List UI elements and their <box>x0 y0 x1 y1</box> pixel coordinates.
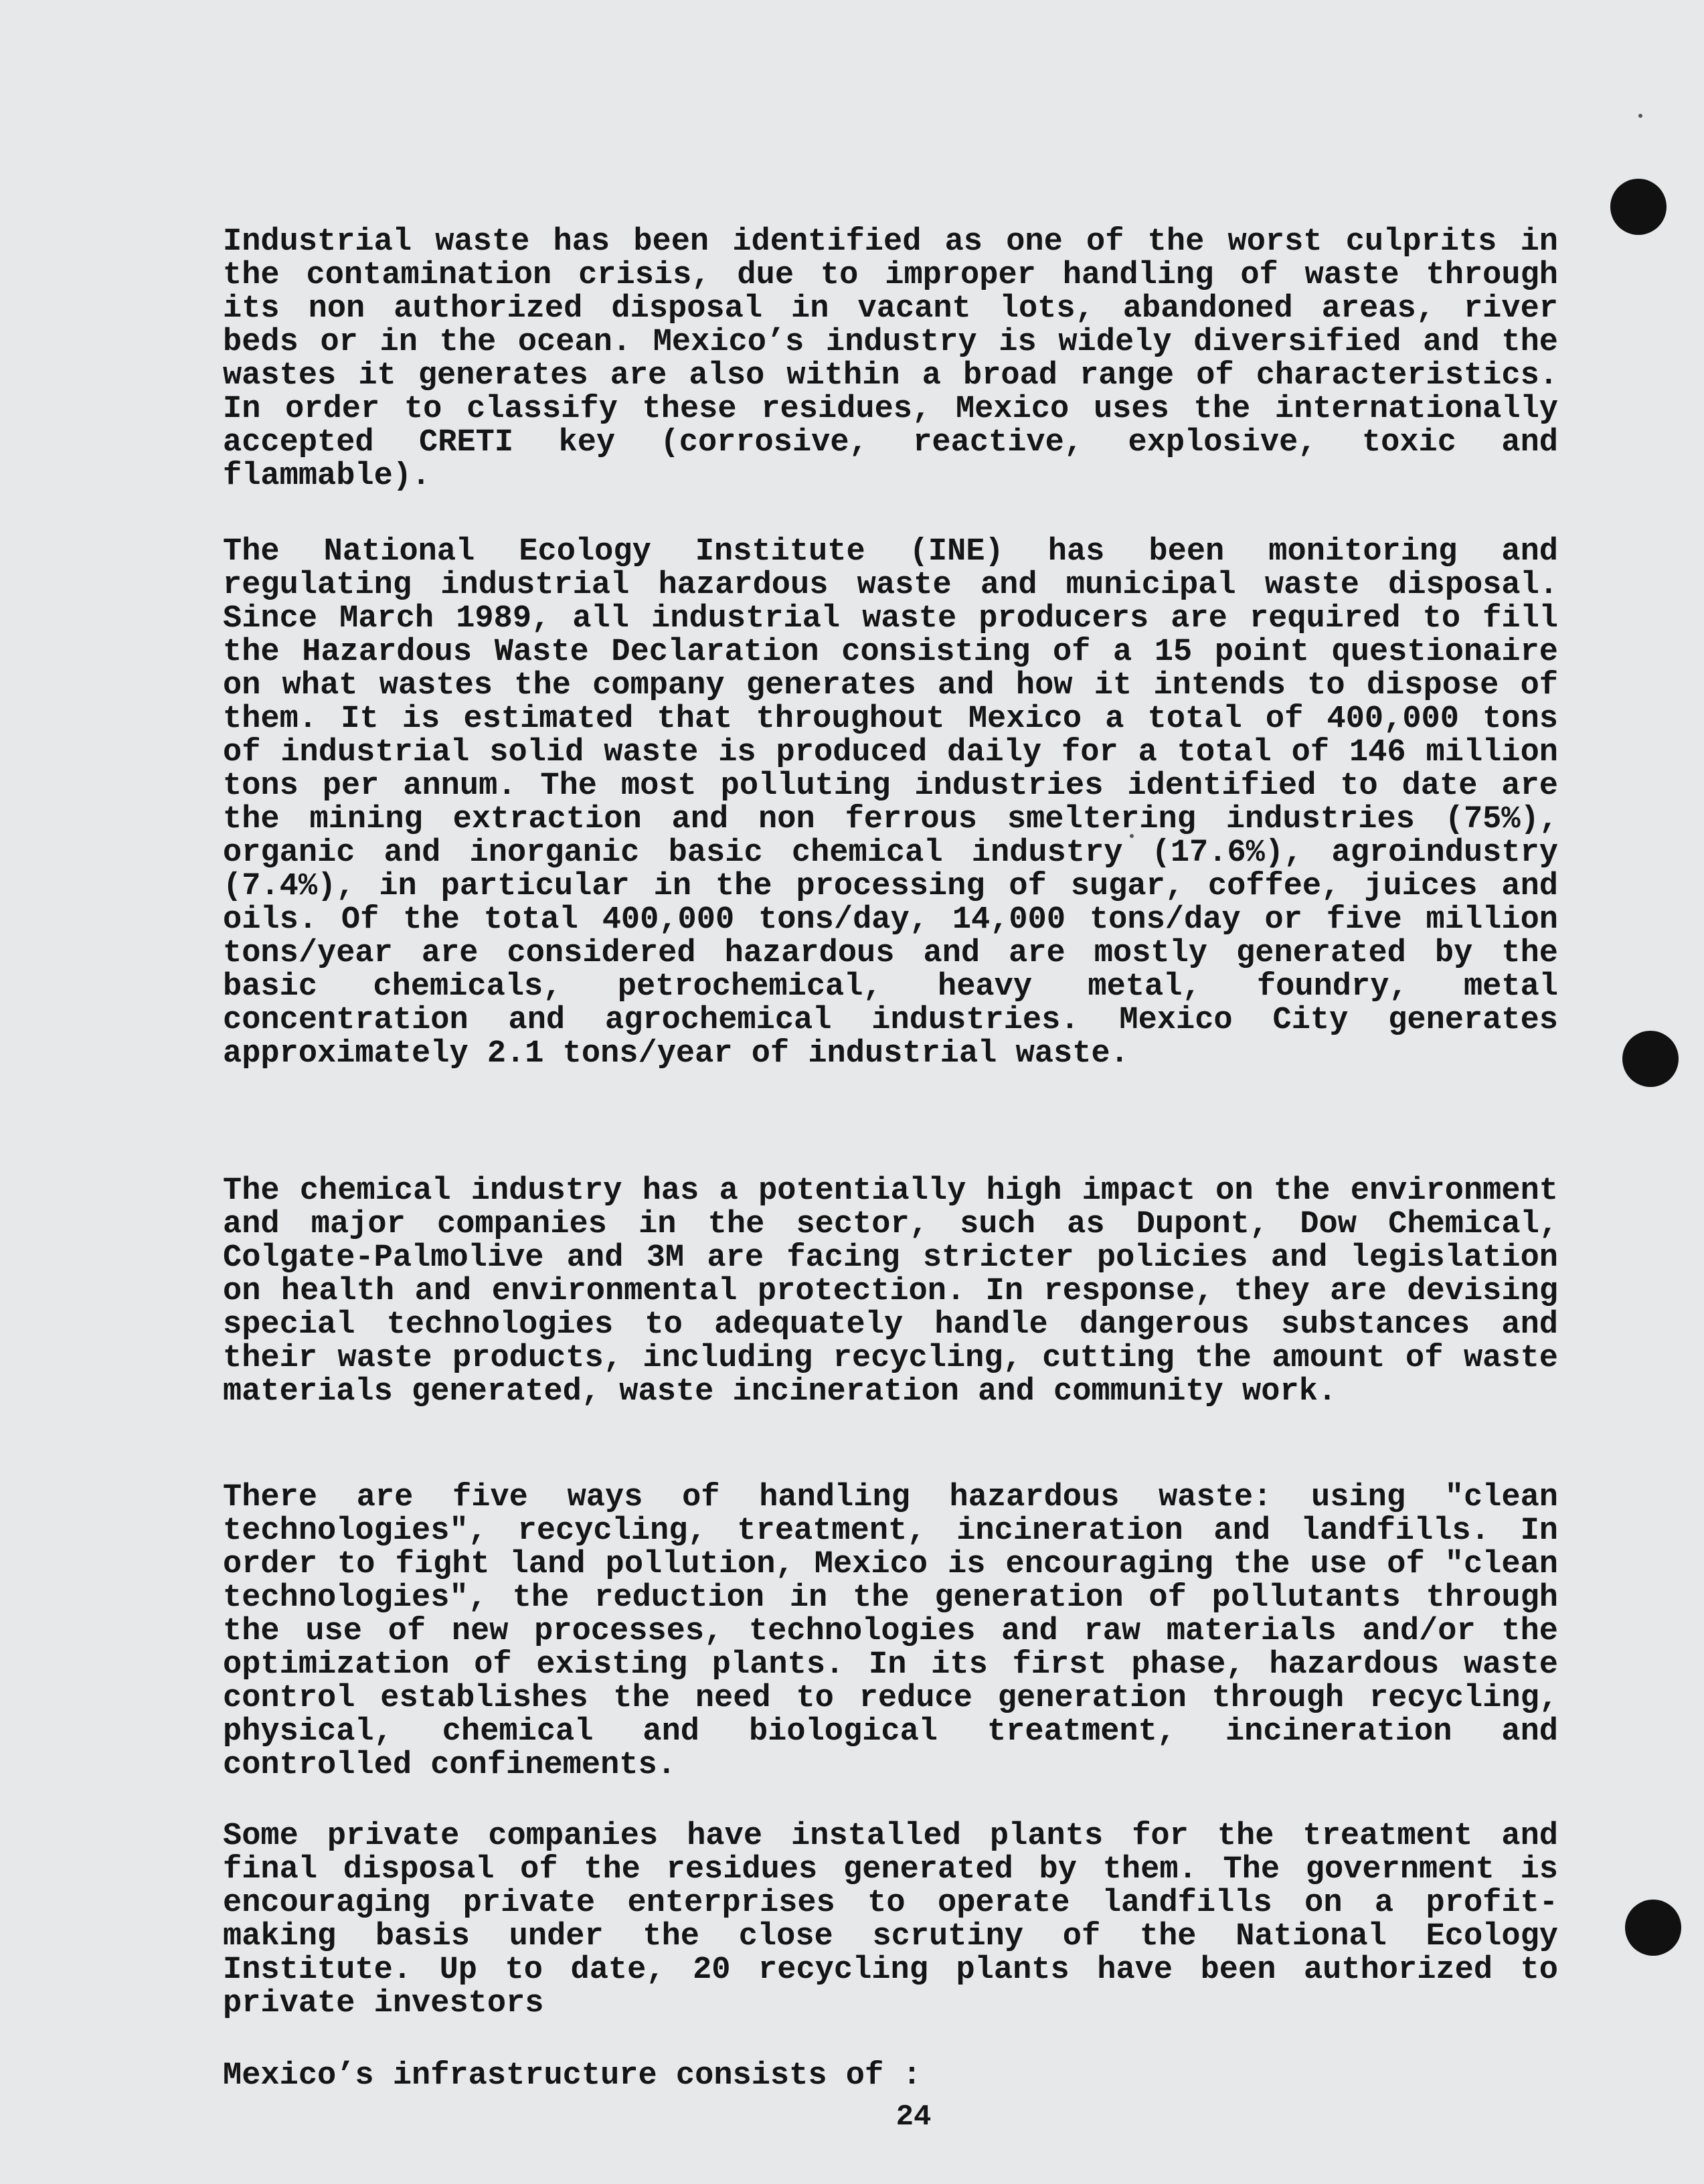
scan-speck <box>1638 114 1642 118</box>
paragraph-ine-monitoring: The National Ecology Institute (INE) has been monitoring and regulating industrial hazardous waste and municipal waste disposal. Since March 1989, all industrial waste producers are required to fill the Hazardous Waste Declaration consisting of a 15 point questionaire on what wastes the company generates and how it intends to dispose of them. It is estimated that throughout Mexico a total of 400,000 tons of industrial solid waste is produced daily for a total of 146 million tons per annum. The most polluting industries identified to date are the mining extraction and non ferrous smeltering industries (75%), organic and inorganic basic chemical industry (17.6%), agroindustry (7.4%), in particular in the processing of sugar, coffee, juices and oils. Of the total 400,000 tons/day, 14,000 tons/day or five million tons/year are considered hazardous and are mostly generated by the basic chemicals, petrochemical, heavy metal, foundry, metal concentration and agrochemical industries. Mexico City generates approximately 2.1 tons/year of industrial waste. <box>223 534 1558 1072</box>
punch-hole-top <box>1610 179 1667 235</box>
paragraph-handling-methods: There are five ways of handling hazardous waste: using "clean technologies", recycling, treatment, incineration and landfills. In order to fight land pollution, Mexico is encouraging the use of "clean technologies", the reduction in the generation of pollutants through the use of new processes, technologies and raw materials and/or the optimization of existing plants. In its first phase, hazardous waste control establishes the need to reduce generation through recycling, physical, chemical and biological treatment, incineration and controlled confinements. <box>223 1480 1558 1783</box>
punch-hole-middle <box>1622 1031 1679 1087</box>
paragraph-industrial-waste: Industrial waste has been identified as one of the worst culprits in the contamination crisis, due to improper handling of waste through its non authorized disposal in vacant lots, abandoned areas, river beds or in the ocean. Mexico’s industry is widely diversified and the wastes it generates are also within a broad range of characteristics. In order to classify these residues, Mexico uses the internationally accepted CRETI key (corrosive, reactive, explosive, toxic and flammable). <box>223 224 1558 494</box>
paragraph-private-companies: Some private companies have installed plants for the treatment and final disposal of the residues generated by them. The government is encouraging private enterprises to operate landfills on a profit-making basis under the close scrutiny of the National Ecology Institute. Up to date, 20 recycling plants have been authorized to private investors <box>223 1819 1558 2021</box>
punch-hole-bottom <box>1625 1900 1681 1956</box>
paragraph-chemical-industry: The chemical industry has a potentially high impact on the environment and major companies in the sector, such as Dupont, Dow Chemical, Colgate-Palmolive and 3M are facing stricter policies and legislation on health and environmental protection. In response, they are devising special technologies to adequately handle dangerous substances and their waste products, including recycling, cutting the amount of waste materials generated, waste incineration and community work. <box>223 1173 1558 1410</box>
page-number: 24 <box>896 2100 932 2134</box>
paragraph-infrastructure-intro: Mexico’s infrastructure consists of : <box>223 2058 922 2094</box>
